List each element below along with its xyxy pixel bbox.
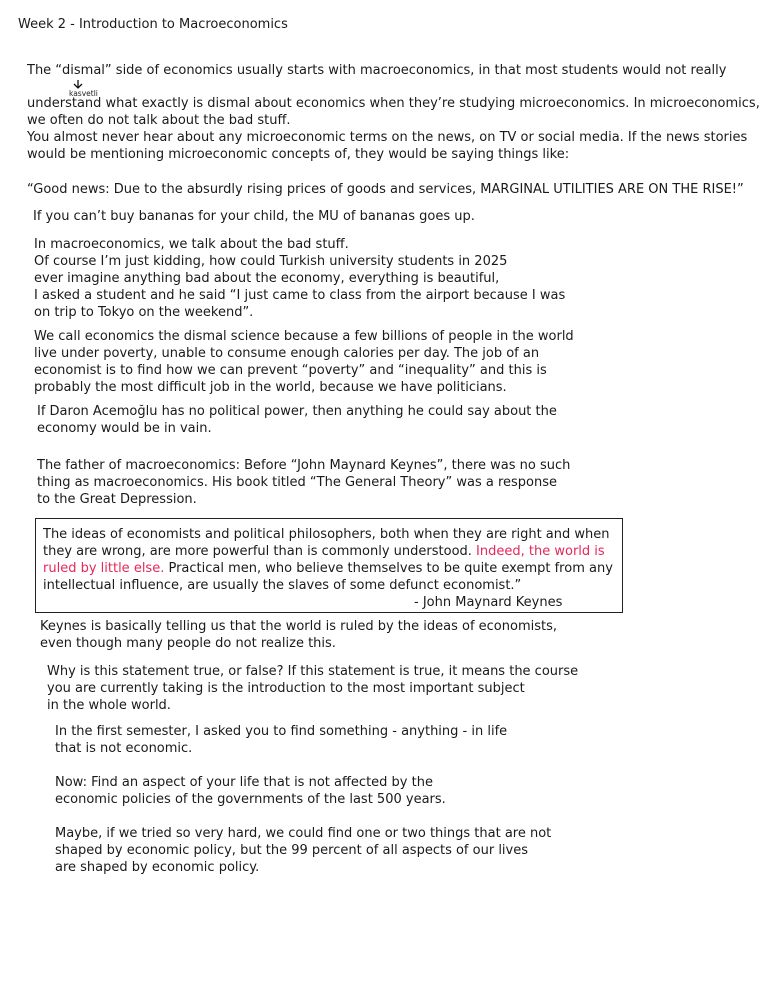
- text-line: live under poverty, unable to consume enough calories per day. The job of an: [34, 346, 540, 361]
- paragraph-acemoglu: [37, 403, 557, 437]
- bananas-sentence: If you can’t buy bananas for your child, the MU of bananas goes up.: [33, 209, 475, 224]
- annotation-word: kasvetli: [69, 89, 98, 98]
- paragraph-keynes-father: [37, 457, 570, 508]
- page-title: Week 2 - Introduction to Macroeconomics: [18, 17, 288, 32]
- paragraph-ruled-by-ideas: [40, 618, 557, 652]
- text-line: thing as macroeconomics. His book titled “The General Theory” was a response: [37, 475, 557, 490]
- text-line: I asked a student and he said “I just came to class from the airport because I was: [34, 288, 566, 303]
- paragraph-first-semester: [55, 723, 507, 757]
- text-line: In the first semester, I asked you to find something - anything - in life: [55, 724, 508, 739]
- text-line: in the whole world.: [47, 698, 171, 713]
- text-line: ever imagine anything bad about the economy, everything is beautiful,: [34, 271, 500, 286]
- quote-text: they are wrong, are more powerful than is commonly understood.: [43, 544, 477, 559]
- text-line: shaped by economic policy, but the 99 percent of all aspects of our lives: [55, 843, 529, 858]
- text-line: If Daron Acemoğlu has no political power, then anything he could say about the: [37, 404, 557, 419]
- annotation: [27, 79, 760, 97]
- text-line: Of course I’m just kidding, how could Turkish university students in 2025: [34, 254, 508, 269]
- text-line: economic policies of the governments of the last 500 years.: [55, 792, 446, 807]
- text-line: that is not economic.: [55, 741, 193, 756]
- paragraph-intro: [27, 62, 760, 163]
- paragraph-economic-policy: [55, 825, 551, 876]
- keynes-quote: [43, 526, 613, 594]
- text-line: We call economics the dismal science because a few billions of people in the world: [34, 329, 574, 344]
- text-line: Why is this statement true, or false? If this statement is true, it means the course: [47, 664, 579, 679]
- text-line: Keynes is basically telling us that the world is ruled by the ideas of economists,: [40, 619, 557, 634]
- text-line: to the Great Depression.: [37, 492, 197, 507]
- text-line: you are currently taking is the introduction to the most important subject: [47, 681, 525, 696]
- text-line: economist is to find how we can prevent “poverty” and “inequality” and this is: [34, 363, 547, 378]
- text-line: on trip to Tokyo on the weekend”.: [34, 305, 254, 320]
- text-line: The father of macroeconomics: Before “John Maynard Keynes”, there was no such: [37, 458, 571, 473]
- paragraph-true-or-false: [47, 663, 578, 714]
- text-line: The “dismal” side of economics usually starts with macroeconomics, in that most students would not really: [27, 63, 727, 78]
- paragraph-find-aspect: [55, 774, 446, 808]
- quote-attribution: - John Maynard Keynes: [414, 595, 563, 610]
- quote-line: intellectual influence, are usually the slaves of some defunct economist.”: [43, 578, 522, 593]
- text-line: economy would be in vain.: [37, 421, 212, 436]
- text-line: Maybe, if we tried so very hard, we could find one or two things that are not: [55, 826, 552, 841]
- news-quote: “Good news: Due to the absurdly rising prices of goods and services, MARGINAL UTILITIES ARE ON THE RISE!”: [27, 182, 744, 197]
- quote-text: Practical men, who believe themselves to be quite exempt from any: [164, 561, 613, 576]
- text-line: are shaped by economic policy.: [55, 860, 260, 875]
- text-line: You almost never hear about any microeconomic terms on the news, on TV or social media. If the news stories: [27, 130, 748, 145]
- paragraph-bad-stuff: [34, 236, 565, 321]
- text-line: In macroeconomics, we talk about the bad stuff.: [34, 237, 349, 252]
- text-line: understand what exactly is dismal about economics when they’re studying microeconomics. In microeconomics,: [27, 96, 760, 111]
- quote-line: [43, 543, 613, 560]
- text-line: even though many people do not realize this.: [40, 636, 336, 651]
- text-line: Now: Find an aspect of your life that is not affected by the: [55, 775, 433, 790]
- paragraph-dismal-science: [34, 328, 574, 396]
- text-line: probably the most difficult job in the world, because we have politicians.: [34, 380, 507, 395]
- quote-line: The ideas of economists and political philosophers, both when they are right and when: [43, 527, 610, 542]
- text-line: we often do not talk about the bad stuff.: [27, 113, 291, 128]
- quote-highlight: ruled by little else.: [43, 561, 165, 576]
- quote-highlight: Indeed, the world is: [476, 544, 605, 559]
- quote-line: [43, 560, 613, 577]
- text-line: would be mentioning microeconomic concepts of, they would be saying things like:: [27, 147, 570, 162]
